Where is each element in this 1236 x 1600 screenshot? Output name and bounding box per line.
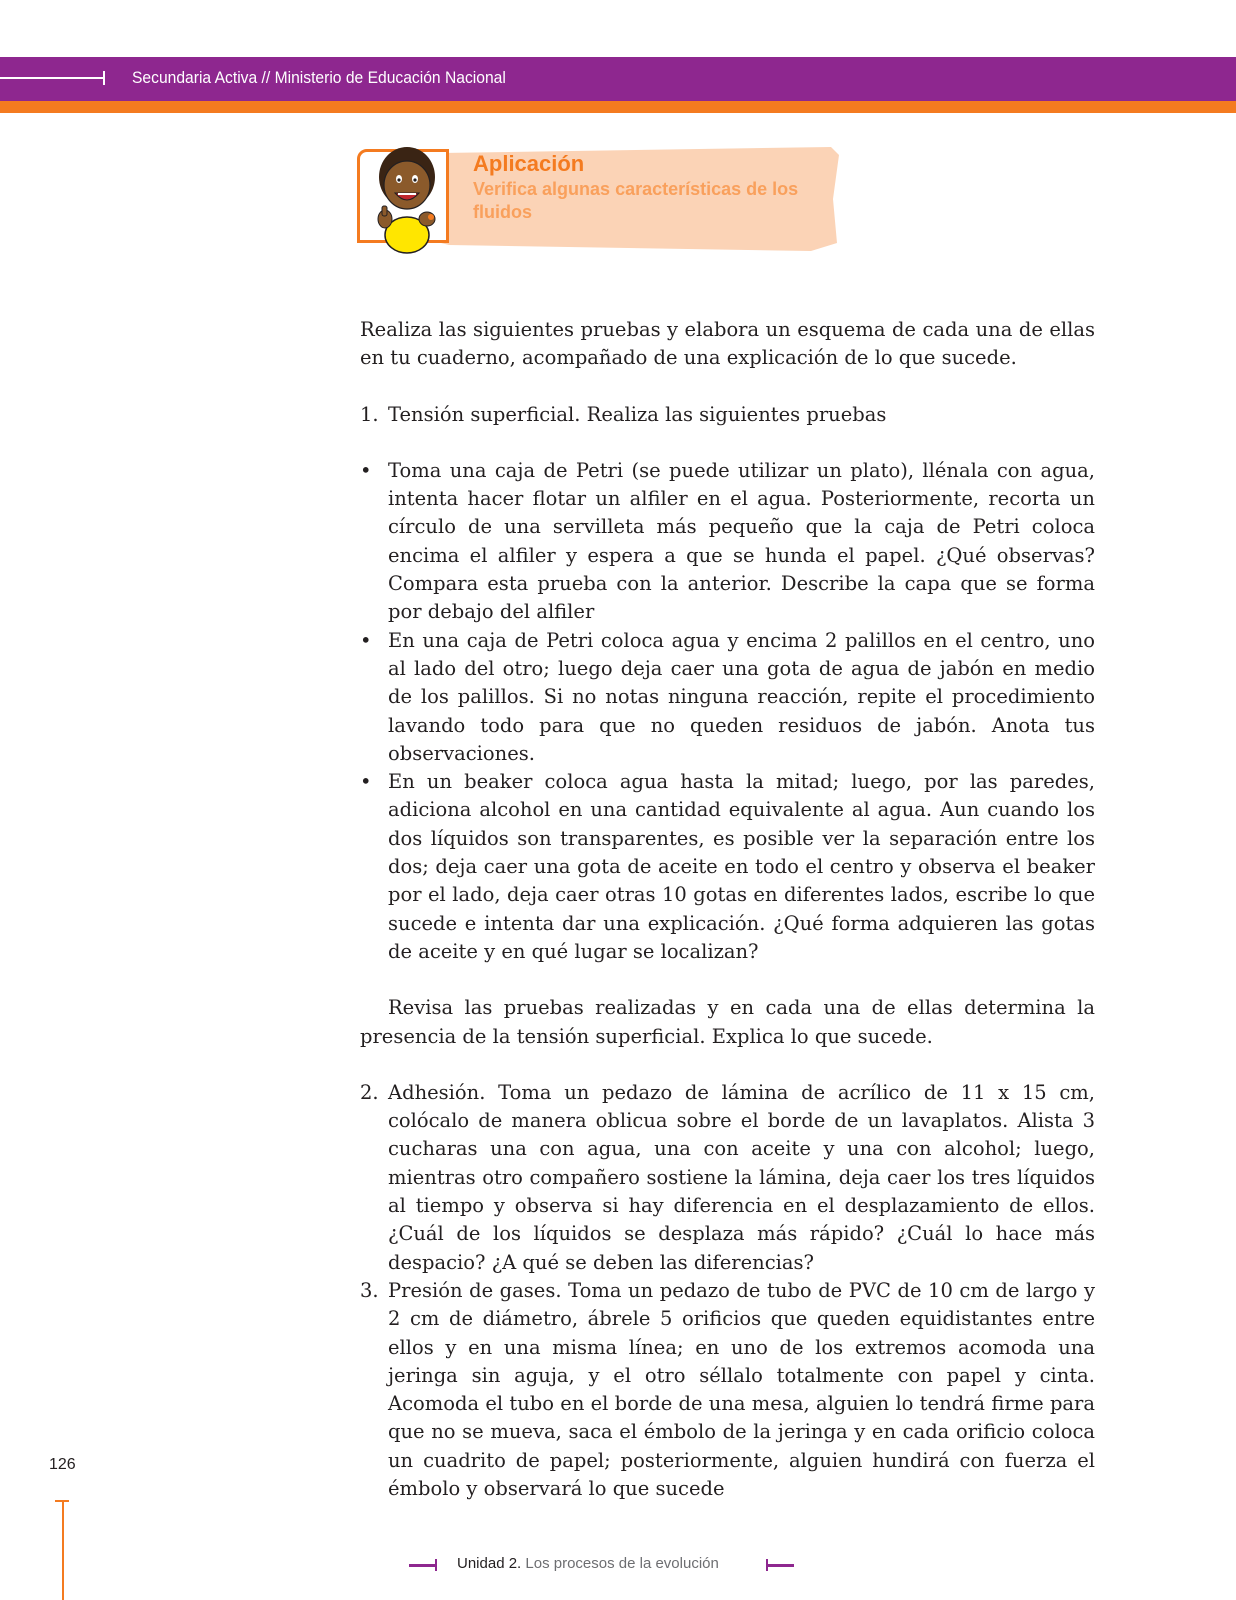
footer [0, 1552, 1236, 1576]
header-rule [0, 77, 104, 79]
bullet-icon: • [360, 458, 372, 482]
main-content [360, 316, 1095, 1503]
footer-title: Los procesos de la evolución [521, 1555, 719, 1572]
bullet-text: Toma una caja de Petri (se puede utilizar un plato), llénala con agua, intenta hacer flotar un alfiler en el agua. Posteriormente, recorta un círculo de una servilleta más pequeño que la caja de Petri coloca encima el alfiler y espera a que se hunda el papel. ¿Qué observas? Compara esta prueba con la anterior. Describe la capa que se forma por debajo del alfiler [388, 458, 1095, 624]
list-item-text: Presión de gases. Toma un pedazo de tubo de PVC de 10 cm de largo y 2 cm de diámetro, ábrele 5 orificios que queden equidistantes entre ellos y en una misma línea; en uno de los extremos acomoda una jeringa sin aguja, y el otro séllalo totalmente con papel y cinta. Acomoda el tubo en el borde de una mesa, alguien lo tendrá firme para que no se mueva, saca el émbolo de la jeringa y en cada orificio coloca un cuadrito de papel; posteriormente, alguien hundirá con fuerza el émbolo y observará lo que sucede [388, 1278, 1095, 1500]
footer-text [457, 1552, 719, 1576]
application-banner [357, 143, 839, 255]
footer-rule-right-tick [766, 1559, 768, 1571]
list-item-2 [360, 1079, 1095, 1277]
header-title: Secundaria Activa // Ministerio de Educación Nacional [132, 68, 506, 87]
bullet-icon: • [360, 770, 372, 794]
bullet-icon: • [360, 628, 372, 652]
margin-rule [62, 1500, 64, 1600]
footer-rule-left-tick [435, 1559, 437, 1571]
list-number: 1. [360, 402, 379, 426]
bullet-item-2 [360, 627, 1095, 768]
bullet-text: En un beaker coloca agua hasta la mitad; luego, por las paredes, adiciona alcohol en una cantidad equivalente al agua. Aun cuando los dos líquidos son transparentes, es posible ver la separación entre los dos; deja caer una gota de aceite en todo el centro y observa el beaker por el lado, deja caer otras 10 gotas en diferentes lados, escribe lo que sucede e intenta dar una explicación. ¿Qué forma adquieren las gotas de aceite y en qué lugar se localizan? [388, 770, 1095, 963]
list-item-text: Adhesión. Toma un pedazo de lámina de acrílico de 11 x 15 cm, colócalo de manera oblicua sobre el borde de un lavaplatos. Alista 3 cucharas una con agua, una con aceite y una con alcohol; luego, mientras otro compañero sostiene la lámina, deja caer los tres líquidos al tiempo y observa si hay diferencia en el desplazamiento de ellos. ¿Cuál de los líquidos se desplaza más rápido? ¿Cuál lo hace más despacio? ¿A qué se deben las diferencias? [388, 1080, 1095, 1274]
list-item-1 [360, 401, 1095, 429]
child-thumbs-up-illustration [365, 143, 453, 255]
page-number: 126 [49, 1456, 76, 1473]
list-number: 2. [360, 1080, 379, 1104]
intro-paragraph: Realiza las siguientes pruebas y elabora un esquema de cada una de ellas en tu cuaderno, acompañado de una explicación de lo que sucede. [360, 318, 1095, 370]
bullet-text: En una caja de Petri coloca agua y encima 2 palillos en el centro, uno al lado del otro; luego deja caer una gota de agua de jabón en medio de los palillos. Si no notas ninguna reacción, repite el procedimiento lavando todo para que no queden residuos de jabón. Anota tus observaciones. [388, 628, 1095, 765]
header-rule-tick [103, 71, 105, 85]
bullet-item-1 [360, 457, 1095, 627]
list-item-text: Tensión superficial. Realiza las siguientes pruebas [388, 402, 887, 426]
banner-subtitle: Verifica algunas características de los fluidos [473, 179, 799, 222]
footer-rule-left [409, 1564, 437, 1567]
header-orange-stripe [0, 101, 1236, 113]
footer-rule-right [766, 1564, 794, 1567]
review-paragraph: Revisa las pruebas realizadas y en cada una de ellas determina la presencia de la tensión superficial. Explica lo que sucede. [360, 996, 1095, 1048]
list-item-3 [360, 1277, 1095, 1503]
bullet-item-3 [360, 768, 1095, 966]
banner-title: Aplicación [473, 151, 585, 176]
list-number: 3. [360, 1278, 379, 1302]
footer-unit: Unidad 2. [457, 1555, 522, 1572]
